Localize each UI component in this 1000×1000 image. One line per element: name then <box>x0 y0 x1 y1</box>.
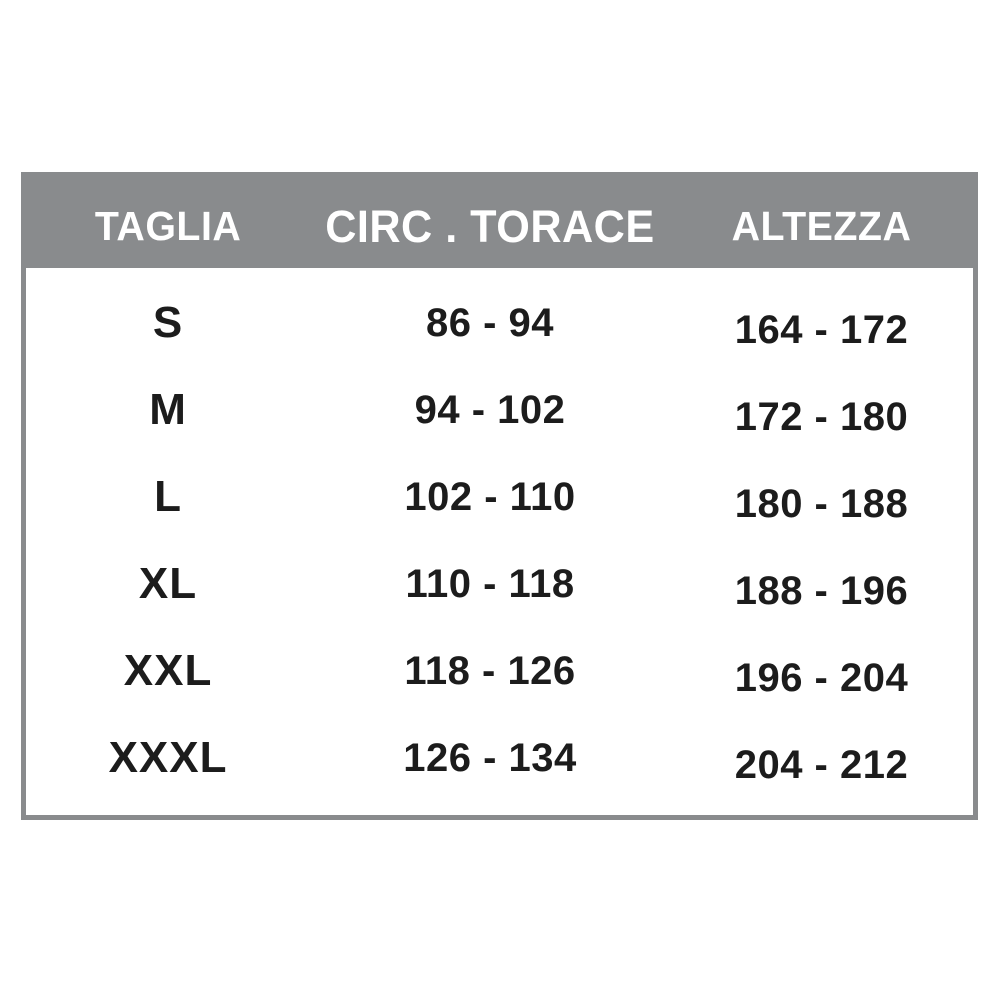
size-cell: XXXL <box>108 732 228 782</box>
table-row-m <box>26 366 973 453</box>
height-range-cell: 204 - 212 <box>734 742 909 787</box>
size-cell: M <box>149 384 187 434</box>
size-chart-table <box>21 172 978 820</box>
size-cell: L <box>154 471 182 521</box>
height-range-cell: 164 - 172 <box>734 307 909 352</box>
table-row-l <box>26 453 973 540</box>
size-cell: XL <box>138 558 198 608</box>
chest-range-cell: 118 - 126 <box>404 648 576 693</box>
chest-range-cell: 126 - 134 <box>403 735 577 780</box>
height-range-cell: 188 - 196 <box>734 568 909 613</box>
table-row-xxl <box>26 627 973 714</box>
height-range-cell: 180 - 188 <box>734 481 909 526</box>
table-row-xl <box>26 540 973 627</box>
height-range-cell: 172 - 180 <box>734 394 909 439</box>
chest-range-cell: 110 - 118 <box>405 561 575 606</box>
size-cell: XXL <box>123 645 213 695</box>
size-cell: S <box>152 297 184 347</box>
header-cell-circ-torace: CIRC . TORACE <box>325 201 655 252</box>
header-cell-altezza: ALTEZZA <box>731 203 912 249</box>
chest-range-cell: 86 - 94 <box>426 300 555 345</box>
chest-range-cell: 94 - 102 <box>414 387 566 432</box>
table-row-s <box>26 279 973 366</box>
size-chart-body <box>26 268 973 801</box>
chest-range-cell: 102 - 110 <box>404 474 576 519</box>
height-range-cell: 196 - 204 <box>734 655 909 700</box>
size-chart-header-row <box>26 177 973 268</box>
table-row-xxxl <box>26 714 973 801</box>
header-cell-taglia: TAGLIA <box>94 203 242 249</box>
